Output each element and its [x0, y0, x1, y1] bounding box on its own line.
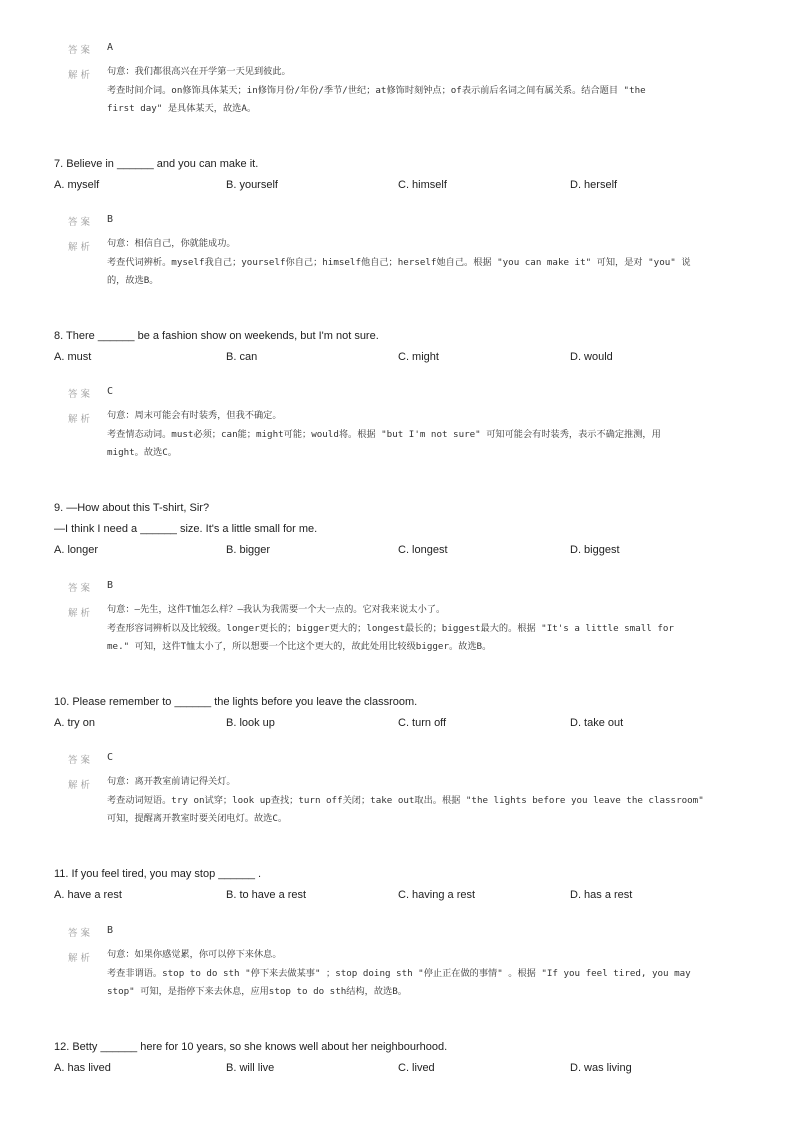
option-d: D. take out: [570, 717, 624, 729]
analysis-line: 句意：周末可能会有时装秀，但我不确定。: [107, 410, 282, 421]
answer-label: 答案: [68, 45, 94, 56]
analysis-line: stop" 可知，是指停下来去休息，应用stop to do sth结构，故选B。: [107, 986, 407, 997]
analysis-line: 考查非谓语。stop to do sth "停下来去做某事" ；stop doing sth "停止正在做的事情" 。根据 "If you feel tired, you may: [107, 968, 691, 979]
option-c: C. having a rest: [398, 889, 476, 901]
analysis-line: first day" 是具体某天，故选A。: [107, 103, 257, 114]
option-a: A. must: [54, 351, 92, 363]
answer-label: 答案: [68, 583, 94, 594]
answer-value: B: [107, 214, 114, 225]
analysis-line: might。故选C。: [107, 447, 177, 458]
analysis-line: 考查动词短语。try on试穿；look up查找；turn off关闭；take out取出。根据 "the lights before you leave the classroom": [107, 795, 704, 806]
option-d: D. would: [570, 351, 613, 363]
analysis-line: me." 可知，这件T恤太小了，所以想要一个比这个更大的，故此处用比较级bigger。故选B。: [107, 641, 492, 652]
analysis-line: 考查形容词辨析以及比较级。longer更长的；bigger更大的；longest最长的；biggest最大的。根据 "It's a little small for: [107, 623, 674, 634]
question-stem: —I think I need a ______ size. It's a little small for me.: [54, 523, 318, 535]
analysis-label: 解析: [68, 608, 94, 619]
answer-label: 答案: [68, 217, 94, 228]
option-b: B. yourself: [226, 179, 278, 191]
answer-label: 答案: [68, 755, 94, 766]
analysis-line: 句意：如果你感觉累，你可以停下来休息。: [107, 949, 282, 960]
analysis-line: 考查时间介词。on修饰具体某天；in修饰月份/年份/季节/世纪；at修饰时刻钟点；of表示前后名词之间有属关系。结合题目 "the: [107, 85, 646, 96]
analysis-label: 解析: [68, 953, 94, 964]
answer-value: B: [107, 580, 114, 591]
answer-label: 答案: [68, 389, 94, 400]
question-stem: 10. Please remember to ______ the lights before you leave the classroom.: [54, 696, 418, 708]
option-d: D. was living: [570, 1062, 632, 1074]
option-a: A. myself: [54, 179, 100, 191]
option-b: B. look up: [226, 717, 275, 729]
analysis-label: 解析: [68, 242, 94, 253]
analysis-label: 解析: [68, 70, 94, 81]
question-stem: 8. There ______ be a fashion show on weekends, but I'm not sure.: [54, 330, 379, 342]
analysis-line: 的，故选B。: [107, 275, 159, 286]
analysis-line: 句意：离开教室前请记得关灯。: [107, 776, 236, 787]
answer-value: B: [107, 925, 114, 936]
answer-value: A: [107, 42, 114, 53]
option-c: C. longest: [398, 544, 448, 556]
question-stem: 7. Believe in ______ and you can make it.: [54, 158, 259, 170]
analysis-label: 解析: [68, 414, 94, 425]
option-c: C. lived: [398, 1062, 435, 1074]
option-a: A. longer: [54, 544, 99, 556]
analysis-line: 考查情态动词。must必须；can能；might可能；would将。根据 "but I'm not sure" 可知可能会有时装秀，表示不确定推测，用: [107, 429, 661, 440]
analysis-line: 可知，提醒离开教室时要关闭电灯。故选C。: [107, 813, 288, 824]
option-d: D. biggest: [570, 544, 620, 556]
option-b: B. to have a rest: [226, 889, 307, 901]
analysis-line: 句意：—先生，这件T恤怎么样？—我认为我需要一个大一点的。它对我来说太小了。: [107, 604, 446, 615]
option-a: A. have a rest: [54, 889, 122, 901]
analysis-label: 解析: [68, 780, 94, 791]
analysis-line: 句意：相信自己，你就能成功。: [107, 238, 236, 249]
option-b: B. can: [226, 351, 258, 363]
question-stem: 11. If you feel tired, you may stop ______ .: [54, 868, 262, 880]
answer-value: C: [107, 752, 114, 763]
option-d: D. has a rest: [570, 889, 633, 901]
answer-value: C: [107, 386, 114, 397]
option-a: A. has lived: [54, 1062, 111, 1074]
answer-label: 答案: [68, 928, 94, 939]
analysis-line: 句意：我们都很高兴在开学第一天见到彼此。: [107, 66, 291, 77]
option-a: A. try on: [54, 717, 95, 729]
question-stem: 12. Betty ______ here for 10 years, so she knows well about her neighbourhood.: [54, 1041, 448, 1053]
question-stem: 9. —How about this T-shirt, Sir?: [54, 502, 210, 514]
option-b: B. will live: [226, 1062, 275, 1074]
option-d: D. herself: [570, 179, 618, 191]
analysis-line: 考查代词辨析。myself我自己；yourself你自己；himself他自己；herself她自己。根据 "you can make it" 可知，是对 "you" 说: [107, 257, 691, 268]
option-c: C. might: [398, 351, 439, 363]
option-c: C. himself: [398, 179, 447, 191]
option-c: C. turn off: [398, 717, 447, 729]
option-b: B. bigger: [226, 544, 271, 556]
